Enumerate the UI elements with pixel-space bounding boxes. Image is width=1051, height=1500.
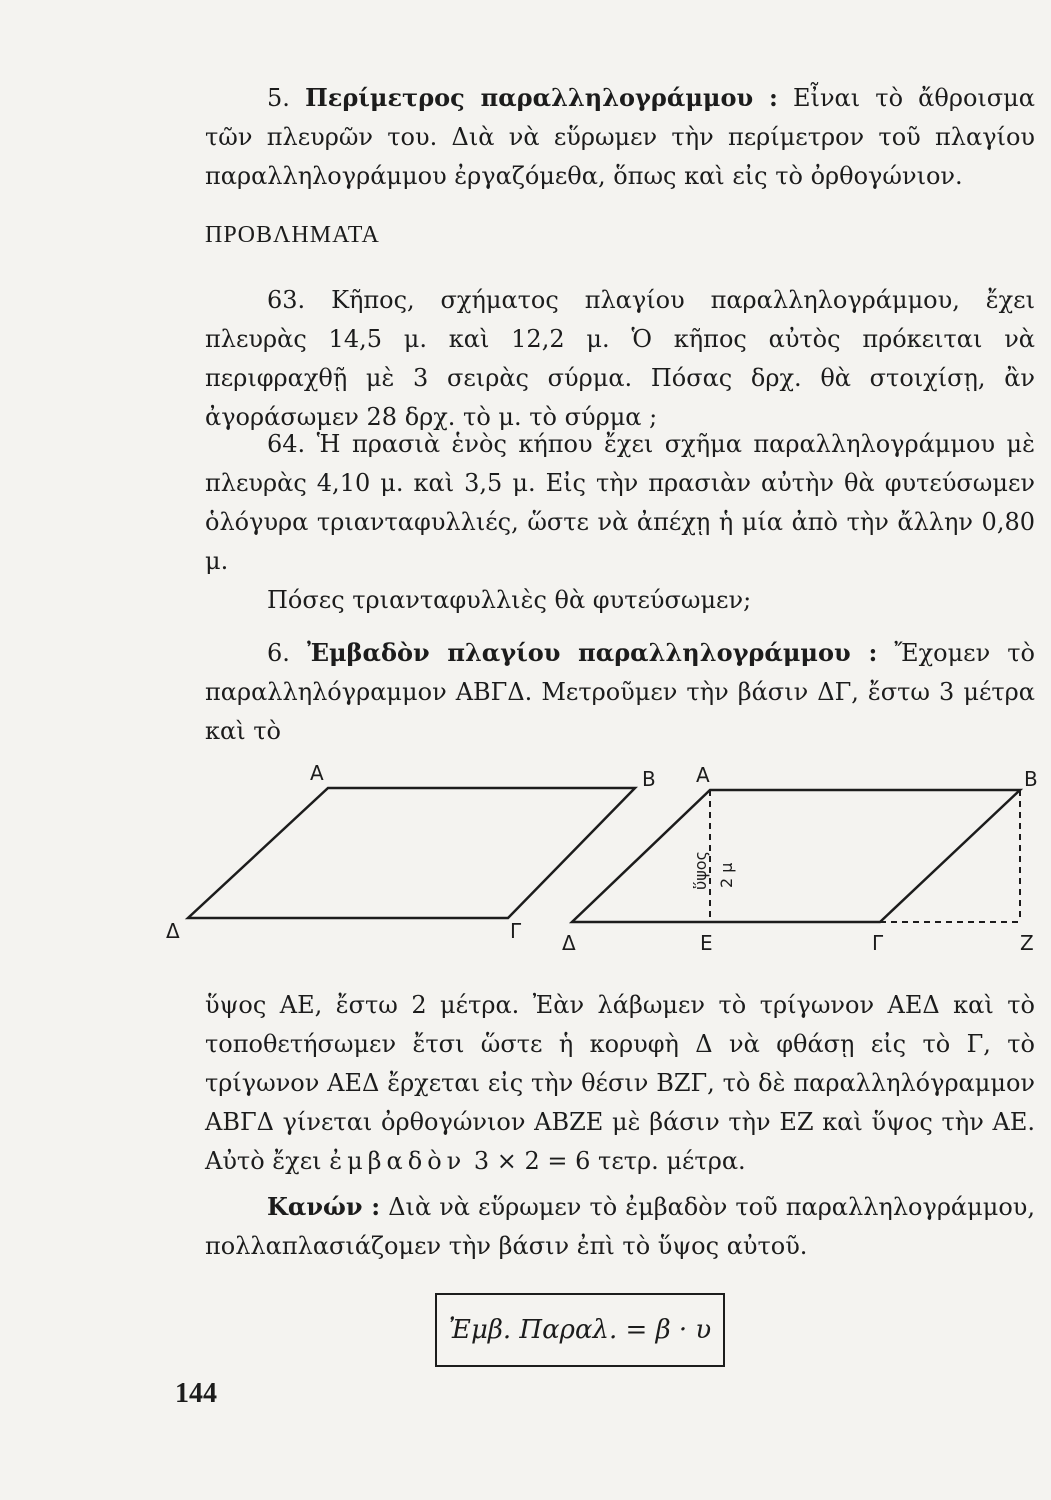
problems-heading: ΠΡΟΒΛΗΜΑΤΑ (205, 222, 380, 248)
right-label-b: B (1024, 767, 1038, 791)
area-word: ἐμβαδὸν (329, 1147, 467, 1175)
area-formula: Ἐμβ. Παραλ. = β · υ (448, 1315, 712, 1345)
height-value: 2 μ (717, 862, 736, 888)
parallelogram-right (572, 790, 1020, 922)
problem-63 (205, 281, 1035, 437)
area-calculation: 3 × 2 = 6 τετρ. μέτρα. (473, 1147, 746, 1175)
problem-64-text: Ἡ πρασιὰ ἑνὸς κήπου ἔχει σχῆμα παραλληλογράμμου μὲ πλευρὰς 4,10 μ. καὶ 3,5 μ. Εἰς τὴν πρασιὰν αὐτὴν θὰ φυτεύσωμεν ὁλόγυρα τριανταφυλλιές, ὥστε νὰ ἀπέχῃ ἡ μία ἀπὸ τὴν ἄλλην 0,80 μ. (205, 430, 1035, 575)
height-label: ὕψος (691, 851, 710, 890)
problem-64 (205, 425, 1035, 620)
problem-64-question: Πόσες τριανταφυλλιὲς θὰ φυτεύσωμεν; (267, 586, 752, 614)
section-6-text-after: ὕψος ΑΕ, ἔστω 2 μέτρα. Ἐὰν λάβωμεν τὸ τρίγωνον ΑΕΔ καὶ τὸ τοποθετήσωμεν ἔτσι ὥστε ἡ κορυφὴ Δ νὰ φθάσῃ εἰς τὸ Γ, τὸ τρίγωνον ΑΕΔ ἔρχεται εἰς τὴν θέσιν ΒΖΓ, τὸ δὲ παραλληλόγραμμον ΑΒΓΔ γίνεται ὀρθογώνιον ΑΒΖΕ μὲ βάσιν τὴν ΕΖ καὶ ὕψος τὴν ΑΕ. Αὐτὸ ἔχει (205, 991, 1035, 1175)
section-6 (205, 633, 1035, 751)
page-number: 144 (175, 1378, 217, 1409)
right-label-z: Z (1020, 931, 1034, 955)
section-6-number: 6. (267, 639, 290, 667)
right-label-d: Δ (562, 931, 576, 955)
section-6-title: Ἐμβαδὸν πλαγίου παραλληλογράμμου : (306, 638, 878, 667)
rule-text: Διὰ νὰ εὕρωμεν τὸ ἐμβαδὸν τοῦ παραλληλογράμμου, πολλαπλασιάζομεν τὴν βάσιν ἐπὶ τὸ ὕψος αὐτοῦ. (205, 1193, 1035, 1260)
parallelogram-figure (160, 760, 1040, 960)
problem-63-number: 63. (267, 286, 306, 314)
section-5 (205, 78, 1035, 196)
problem-64-number: 64. (267, 430, 306, 458)
right-label-e: E (700, 931, 713, 955)
parallelogram-abgd (188, 788, 635, 918)
left-label-g: Γ (510, 919, 522, 943)
right-label-g: Γ (872, 931, 884, 955)
section-5-text: Εἶναι τὸ ἄθροισμα τῶν πλευρῶν του. Διὰ νὰ εὕρωμεν τὴν περίμετρον τοῦ πλαγίου παραλληλογράμμου ἐργαζόμεθα, ὅπως καὶ εἰς τὸ ὀρθογώνιον. (205, 84, 1035, 190)
left-label-a: A (310, 761, 324, 785)
right-label-a: A (696, 763, 710, 787)
problem-63-text: Κῆπος, σχήματος πλαγίου παραλληλογράμμου, ἔχει πλευρὰς 14,5 μ. καὶ 12,2 μ. Ὁ κῆπος αὐτὸς πρόκειται νὰ περιφραχθῇ μὲ 3 σειρὰς σύρμα. Πόσας δρχ. θὰ στοιχίσῃ, ἂν ἀγοράσωμεν 28 δρχ. τὸ μ. τὸ σύρμα ; (205, 286, 1035, 431)
section-6-continued (205, 986, 1035, 1181)
left-label-d: Δ (166, 919, 180, 943)
section-5-number: 5. (267, 84, 290, 112)
rule-block (205, 1187, 1035, 1266)
formula-box (435, 1293, 725, 1367)
section-5-title: Περίμετρος παραλληλογράμμου : (305, 83, 778, 112)
left-label-b: B (642, 767, 656, 791)
rule-label: Κανών : (267, 1192, 381, 1221)
section-6-text-before: Ἔχομεν τὸ παραλληλόγραμμον ΑΒΓΔ. Μετροῦμεν τὴν βάσιν ΔΓ, ἔστω 3 μέτρα καὶ τὸ (205, 639, 1035, 745)
